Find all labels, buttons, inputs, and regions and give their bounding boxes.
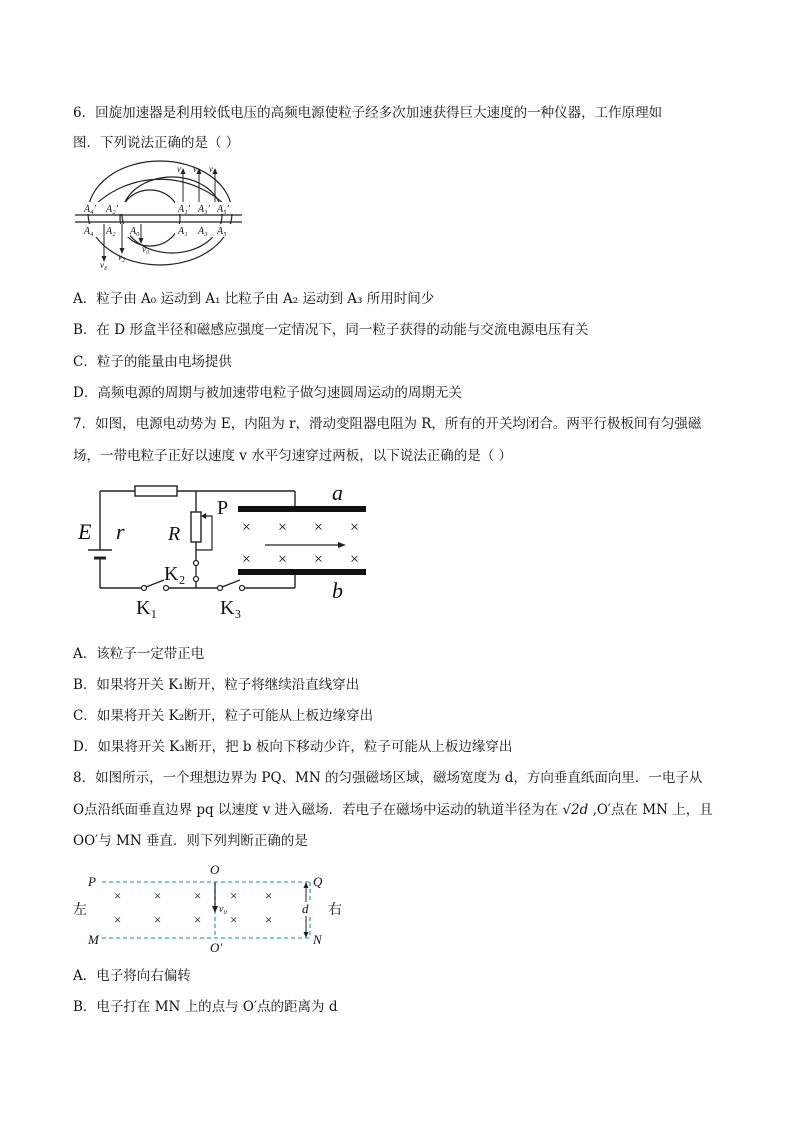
field-cross: ×: [242, 551, 252, 568]
q8-radius-expression: √2d: [562, 802, 589, 818]
q8-stem-line2: [73, 800, 713, 820]
label-a5p: A₅′: [217, 204, 229, 215]
q7-stem-line1: 7．如图，电源电动势为 E，内阻为 r，滑动变阻器电阻为 R，所有的开关均闭合。两平行极板间有匀强磁: [73, 416, 702, 432]
label-p: P: [217, 497, 229, 519]
field-cross: ×: [194, 912, 202, 927]
label-m: M: [88, 932, 99, 947]
field-cross: ×: [230, 912, 238, 927]
label-d: d: [302, 901, 309, 916]
label-plate-b: b: [332, 578, 343, 603]
label-right: 右: [328, 903, 342, 918]
magnetic-field-figure: [70, 858, 360, 958]
label-a1: A₁: [178, 226, 188, 237]
q7-option-d: D．如果将开关 K₃断开，把 b 板向下移动少许，粒子可能从上板边缘穿出: [73, 739, 513, 755]
field-cross: ×: [114, 912, 122, 927]
field-cross: ×: [265, 912, 273, 927]
label-k1: K₁: [136, 597, 158, 619]
q7-option-c: C．如果将开关 K₂断开，粒子可能从上板边缘穿出: [73, 708, 374, 724]
field-cross: ×: [230, 888, 238, 903]
q6-stem-line1: 6．回旋加速器是利用较低电压的高频电源使粒子经多次加速获得巨大速度的一种仪器，工作原理如: [73, 105, 663, 121]
q7-option-a: A．该粒子一定带正电: [73, 646, 205, 662]
label-v5: v₅: [209, 164, 217, 174]
q7-stem-line2: 场，一带电粒子正好以速度 v 水平匀速穿过两板，以下说法正确的是（ ）: [73, 448, 512, 464]
label-plate-a: a: [332, 480, 343, 505]
label-a3: A₃: [198, 226, 208, 237]
label-internal-resistance: r: [116, 519, 125, 544]
label-k2: K₂: [164, 563, 186, 585]
field-cross: ×: [154, 888, 162, 903]
label-a5: A₅: [217, 226, 227, 237]
label-v2: v₂: [118, 252, 126, 262]
field-cross: ×: [114, 888, 122, 903]
q6-option-a: A．粒子由 A₀ 运动到 A₁ 比粒子由 A₂ 运动到 A₃ 所用时间少: [73, 291, 435, 307]
q8-stem-line2-part2: ,O′点在 MN 上，且: [588, 802, 713, 818]
label-v4: v₄: [100, 260, 108, 270]
circuit-figure: [70, 478, 380, 628]
label-left: 左: [73, 903, 87, 918]
label-emf: E: [78, 519, 92, 544]
label-o: O: [210, 862, 220, 877]
label-k3: K₃: [220, 597, 242, 619]
label-a4p: A₄′: [84, 204, 96, 215]
field-cross: ×: [154, 912, 162, 927]
label-o-prime: O′: [210, 940, 223, 955]
label-v3: v₃: [193, 164, 201, 174]
q8-stem-line2-part1: O点沿纸面垂直边界 pq 以速度 v 进入磁场．若电子在磁场中运动的轨道半径为在: [73, 802, 563, 818]
label-v0: v₀: [142, 244, 150, 254]
label-p: P: [88, 874, 96, 889]
field-cross: ×: [278, 519, 288, 536]
field-cross: ×: [194, 888, 202, 903]
q6-option-d: D．高频电源的周期与被加速带电粒子做匀速圆周运动的周期无关: [73, 385, 462, 401]
label-a3p: A₃′: [198, 204, 210, 215]
q8-stem-line1: 8．如图所示，一个理想边界为 PQ、MN 的匀强磁场区域，磁场宽度为 d，方向垂直纸面向里．一电子从: [73, 770, 703, 786]
field-cross: ×: [265, 888, 273, 903]
label-v1: v₁: [177, 164, 185, 174]
label-a2: A₂: [106, 226, 116, 237]
q8-option-a: A．电子将向右偏转: [73, 968, 191, 984]
q7-option-b: B．如果将开关 K₁断开，粒子将继续沿直线穿出: [73, 677, 360, 693]
field-cross: ×: [314, 519, 324, 536]
label-a2p: A₂′: [106, 204, 118, 215]
field-cross: ×: [278, 551, 288, 568]
label-q: Q: [313, 874, 323, 889]
q8-stem-line3: OO′与 MN 垂直．则下列判断正确的是: [73, 833, 308, 849]
cyclotron-figure: [70, 158, 250, 273]
q6-option-c: C．粒子的能量由电场提供: [73, 354, 232, 370]
label-v0: v₀: [219, 904, 227, 915]
label-rheostat: R: [168, 523, 181, 545]
label-n: N: [313, 932, 322, 947]
field-cross: ×: [314, 551, 324, 568]
label-a0: A₀: [130, 226, 140, 237]
q6-stem-line2: 图．下列说法正确的是（ ）: [73, 135, 240, 151]
q6-option-b: B．在 D 形盒半径和磁感应强度一定情况下，同一粒子获得的动能与交流电源电压有关: [73, 322, 589, 338]
field-cross: ×: [242, 519, 252, 536]
field-cross: ×: [350, 551, 360, 568]
q8-option-b: B．电子打在 MN 上的点与 O′点的距离为 d: [73, 999, 338, 1015]
field-cross: ×: [350, 519, 360, 536]
label-a4: A₄: [84, 226, 94, 237]
label-a1p: A₁′: [178, 204, 190, 215]
